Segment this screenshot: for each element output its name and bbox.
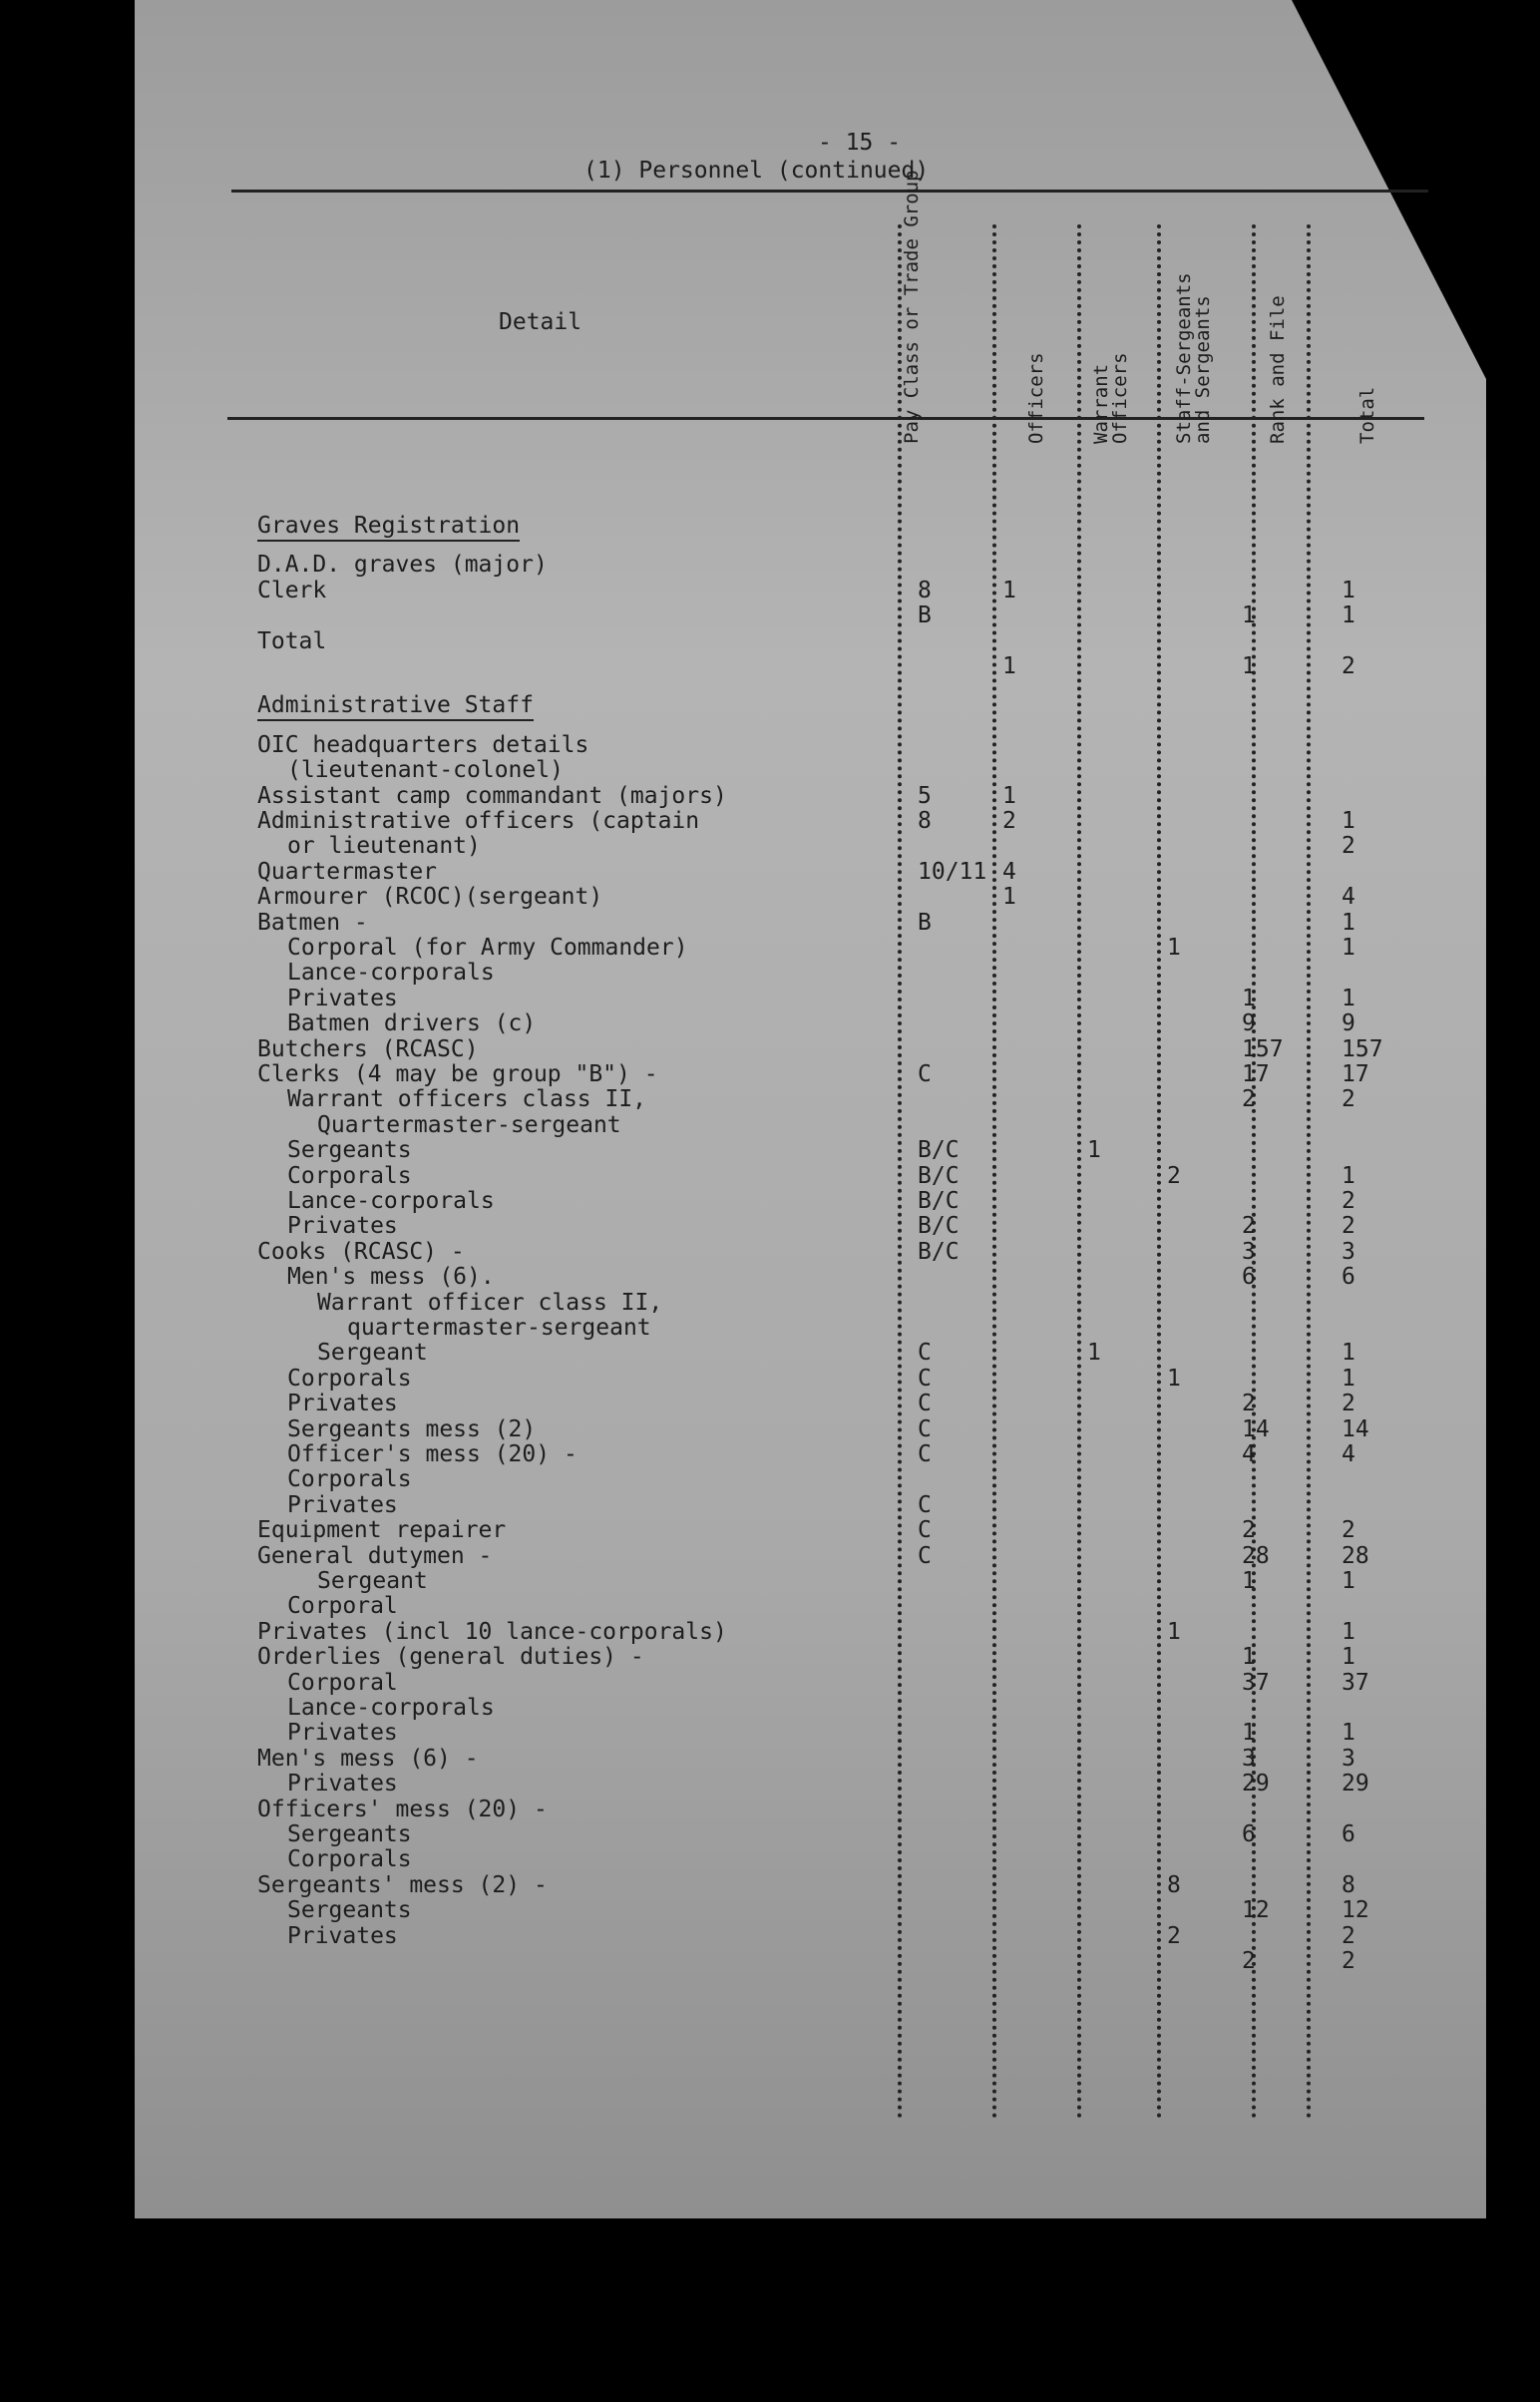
cell-tot: 3 xyxy=(1342,1238,1355,1265)
row-label: Privates xyxy=(287,1720,398,1747)
row-label: Batmen drivers (c) xyxy=(287,1010,537,1037)
cell-tot: 1 xyxy=(1342,1618,1355,1645)
cell-tot: 1 xyxy=(1342,1340,1355,1367)
row-label: Privates xyxy=(287,1491,398,1518)
cell-tot: 1 xyxy=(1342,1162,1355,1189)
cell-tot: 2 xyxy=(1342,1517,1355,1544)
row-label: Sergeants xyxy=(287,1137,412,1164)
column-separator xyxy=(1077,224,1081,2120)
header-rule xyxy=(227,417,1424,420)
col-header-rank-file: Rank and File xyxy=(1267,295,1289,444)
row-label: Corporals xyxy=(287,1846,412,1873)
cell-tot: 2 xyxy=(1342,1922,1355,1949)
row-label: Sergeants xyxy=(287,1821,412,1847)
row-label: Officers' mess (20) - xyxy=(257,1796,548,1822)
row-label: Men's mess (6). xyxy=(287,1264,495,1291)
cell-pay: C xyxy=(918,1340,932,1367)
cell-tot: 28 xyxy=(1342,1542,1369,1569)
cell-pay: B/C xyxy=(918,1137,960,1164)
col-header-staff-sergeants: Staff-Sergeants and Sergeants xyxy=(1173,272,1214,444)
row-label: Corporals xyxy=(287,1365,412,1392)
cell-tot: 2 xyxy=(1342,1213,1355,1240)
cell-tot: 1 xyxy=(1342,577,1355,603)
cell-rf: 12 xyxy=(1242,1897,1270,1924)
cell-rf: 17 xyxy=(1242,1061,1270,1087)
row-label: Administrative officers (captain xyxy=(257,808,700,834)
cell-pay: B/C xyxy=(918,1162,960,1189)
cell-pay: C xyxy=(918,1441,932,1467)
col-header-detail: Detail xyxy=(499,309,582,335)
row-label: Equipment repairer xyxy=(257,1517,507,1544)
cell-rf: 4 xyxy=(1242,1441,1256,1467)
column-separator xyxy=(992,224,996,2120)
cell-ss: 1 xyxy=(1167,1365,1181,1392)
row-label: Sergeant xyxy=(317,1568,428,1594)
cell-tot: 2 xyxy=(1342,1391,1355,1417)
cell-rf: 1 xyxy=(1242,1720,1256,1747)
cell-tot: 17 xyxy=(1342,1061,1369,1087)
row-label: Lance-corporals xyxy=(287,960,495,987)
cell-rf: 6 xyxy=(1242,1821,1256,1847)
cell-tot: 37 xyxy=(1342,1669,1369,1696)
cell-tot: 2 xyxy=(1342,1188,1355,1214)
row-label: (lieutenant-colonel) xyxy=(287,757,564,784)
cell-rf: 6 xyxy=(1242,1264,1256,1291)
cell-tot: 2 xyxy=(1342,833,1355,860)
row-label: Privates xyxy=(287,1771,398,1798)
section-heading: Administrative Staff xyxy=(257,694,534,721)
cell-rf: 14 xyxy=(1242,1415,1270,1442)
cell-ss: 2 xyxy=(1167,1162,1181,1189)
row-label: Lance-corporals xyxy=(287,1188,495,1214)
cell-tot: 6 xyxy=(1342,1821,1355,1847)
row-label: Assistant camp commandant (majors) xyxy=(257,782,727,809)
cell-tot: 14 xyxy=(1342,1415,1369,1442)
row-label: Sergeants xyxy=(287,1897,412,1924)
cell-tot: 1 xyxy=(1342,1365,1355,1392)
cell-tot: 1 xyxy=(1342,909,1355,936)
row-label: Orderlies (general duties) - xyxy=(257,1644,644,1671)
cell-tot: 6 xyxy=(1342,1264,1355,1291)
cell-pay: B xyxy=(918,909,932,936)
column-separator xyxy=(1157,224,1161,2120)
cell-pay: C xyxy=(918,1542,932,1569)
column-separator xyxy=(1307,224,1311,2120)
cell-rf: 157 xyxy=(1242,1035,1284,1062)
row-label: Corporal xyxy=(287,1669,398,1696)
row-label: Privates xyxy=(287,1391,398,1417)
col-header-pay-class: Pay Class or Trade Group xyxy=(901,170,923,444)
cell-rf: 2 xyxy=(1242,1391,1256,1417)
row-label: Total xyxy=(257,627,327,654)
cell-off: 1 xyxy=(1002,577,1016,603)
row-label: Sergeants mess (2) xyxy=(287,1415,537,1442)
cell-ss: 8 xyxy=(1167,1871,1181,1898)
row-label: Corporal xyxy=(287,1593,398,1620)
cell-rf: 2 xyxy=(1242,1213,1256,1240)
cell-rf: 2 xyxy=(1242,1086,1256,1113)
row-label: Butchers (RCASC) xyxy=(257,1035,479,1062)
row-label: Warrant officers class II, xyxy=(287,1086,647,1113)
cell-ss: 2 xyxy=(1167,1922,1181,1949)
cell-tot: 2 xyxy=(1342,1948,1355,1974)
cell-tot: 1 xyxy=(1342,808,1355,834)
row-label: Sergeants' mess (2) - xyxy=(257,1871,548,1898)
row-label: Armourer (RCOC)(sergeant) xyxy=(257,884,603,911)
row-label: Corporal (for Army Commander) xyxy=(287,935,688,961)
row-label: Corporals xyxy=(287,1162,412,1189)
cell-tot: 3 xyxy=(1342,1745,1355,1772)
cell-tot: 4 xyxy=(1342,884,1355,911)
cell-pay: B/C xyxy=(918,1238,960,1265)
row-label: Officer's mess (20) - xyxy=(287,1441,578,1467)
cell-tot: 1 xyxy=(1342,1568,1355,1594)
cell-tot: 2 xyxy=(1342,653,1355,679)
cell-pay: C xyxy=(918,1491,932,1518)
cell-pay: 8 xyxy=(918,808,932,834)
row-label: General dutymen - xyxy=(257,1542,493,1569)
cell-off: 2 xyxy=(1002,808,1016,834)
page-number: - 15 - xyxy=(818,130,902,156)
col-header-warrant-officers: Warrant Officers xyxy=(1090,352,1131,444)
cell-rf: 3 xyxy=(1242,1745,1256,1772)
cell-pay: C xyxy=(918,1391,932,1417)
cell-off: 1 xyxy=(1002,782,1016,809)
cell-tot: 1 xyxy=(1342,985,1355,1011)
row-label: Sergeant xyxy=(317,1340,428,1367)
cell-pay: C xyxy=(918,1415,932,1442)
row-label: Batmen - xyxy=(257,909,368,936)
row-label: Quartermaster xyxy=(257,858,438,885)
col-header-officers: Officers xyxy=(1025,352,1047,444)
cell-pay: C xyxy=(918,1517,932,1544)
row-label: Clerk xyxy=(257,577,327,603)
cell-rf: 29 xyxy=(1242,1771,1270,1798)
cell-off: 1 xyxy=(1002,884,1016,911)
cell-rf: 28 xyxy=(1242,1542,1270,1569)
row-label: or lieutenant) xyxy=(287,833,481,860)
cell-rf: 1 xyxy=(1242,653,1256,679)
cell-pay: B/C xyxy=(918,1188,960,1214)
cell-tot: 9 xyxy=(1342,1010,1355,1037)
cell-pay: C xyxy=(918,1365,932,1392)
row-label: Privates xyxy=(287,1213,398,1240)
cell-ss: 1 xyxy=(1167,935,1181,961)
cell-rf: 9 xyxy=(1242,1010,1256,1037)
row-label: quartermaster-sergeant xyxy=(347,1315,651,1341)
cell-tot: 1 xyxy=(1342,1644,1355,1671)
col-header-total: Total xyxy=(1356,386,1378,444)
cell-pay: 8 xyxy=(918,577,932,603)
cell-rf: 37 xyxy=(1242,1669,1270,1696)
cell-tot: 1 xyxy=(1342,602,1355,629)
cell-rf: 1 xyxy=(1242,985,1256,1011)
row-label: Warrant officer class II, xyxy=(317,1289,663,1316)
row-label: Cooks (RCASC) - xyxy=(257,1238,465,1265)
cell-off: 1 xyxy=(1002,653,1016,679)
cell-rf: 1 xyxy=(1242,1568,1256,1594)
row-label: Lance-corporals xyxy=(287,1695,495,1721)
column-separator xyxy=(898,224,902,2120)
row-label: Privates xyxy=(287,1922,398,1949)
row-label: Men's mess (6) - xyxy=(257,1745,479,1772)
page-heading: (1) Personnel (continued) xyxy=(583,158,930,184)
cell-pay: 5 xyxy=(918,782,932,809)
cell-wo: 1 xyxy=(1087,1340,1101,1367)
cell-pay: B/C xyxy=(918,1213,960,1240)
cell-tot: 1 xyxy=(1342,935,1355,961)
cell-tot: 4 xyxy=(1342,1441,1355,1467)
row-label: OIC headquarters details xyxy=(257,731,589,758)
row-label: Privates xyxy=(287,985,398,1011)
row-label: Corporals xyxy=(287,1466,412,1493)
cell-pay: B xyxy=(918,602,932,629)
cell-tot: 29 xyxy=(1342,1771,1369,1798)
row-label: Clerks (4 may be group "B") - xyxy=(257,1061,658,1087)
cell-rf: 2 xyxy=(1242,1517,1256,1544)
cell-rf: 2 xyxy=(1242,1948,1256,1974)
row-label: Quartermaster-sergeant xyxy=(317,1111,621,1138)
cell-tot: 1 xyxy=(1342,1720,1355,1747)
cell-tot: 12 xyxy=(1342,1897,1369,1924)
cell-off: 4 xyxy=(1002,858,1016,885)
cell-tot: 2 xyxy=(1342,1086,1355,1113)
cell-wo: 1 xyxy=(1087,1137,1101,1164)
cell-tot: 157 xyxy=(1342,1035,1383,1062)
cell-pay: 10/11 xyxy=(918,858,987,885)
cell-rf: 1 xyxy=(1242,1644,1256,1671)
cell-pay: C xyxy=(918,1061,932,1087)
cell-rf: 1 xyxy=(1242,602,1256,629)
row-label: D.A.D. graves (major) xyxy=(257,552,548,579)
top-rule xyxy=(231,190,1428,193)
cell-rf: 3 xyxy=(1242,1238,1256,1265)
section-heading: Graves Registration xyxy=(257,515,520,542)
cell-tot: 8 xyxy=(1342,1871,1355,1898)
row-label: Privates (incl 10 lance-corporals) xyxy=(257,1618,727,1645)
cell-ss: 1 xyxy=(1167,1618,1181,1645)
